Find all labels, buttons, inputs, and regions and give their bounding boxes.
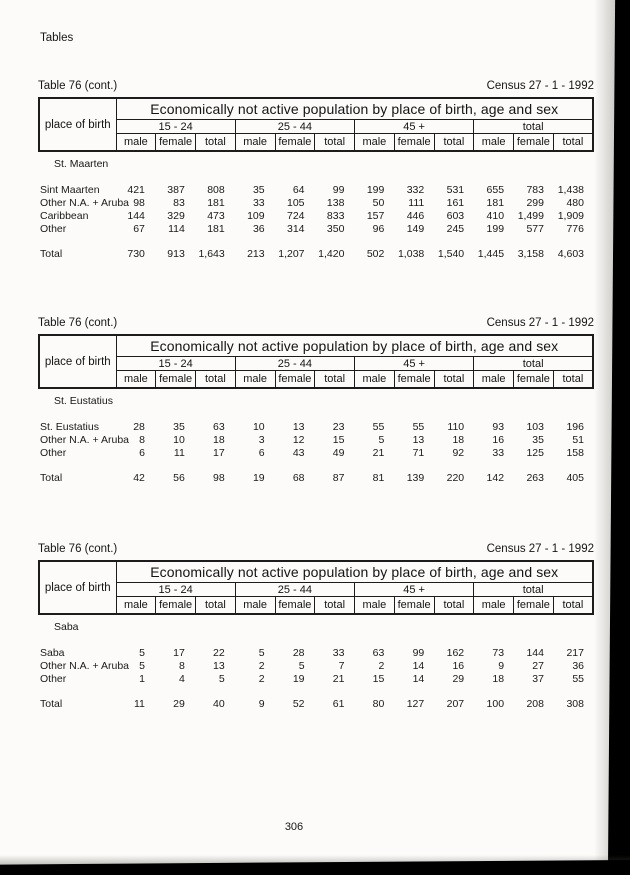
page-number: 306 — [284, 821, 304, 833]
sex-header: total — [196, 371, 236, 389]
value-cell: 4 — [178, 672, 185, 685]
value-cell: 127 — [406, 697, 425, 710]
sex-header: total — [196, 597, 236, 615]
census-date-label: Census 27 - 1 - 1992 — [486, 80, 594, 92]
value-cell: 139 — [406, 471, 425, 484]
value-cell: 52 — [292, 697, 305, 710]
value-cell: 15 — [372, 672, 385, 685]
sex-header: female — [275, 134, 315, 152]
value-cell: 16 — [452, 659, 465, 672]
value-cell: 19 — [252, 471, 265, 484]
group-label: St. Maarten — [54, 158, 109, 170]
value-cell: 28 — [133, 420, 145, 433]
value-cell: 181 — [207, 222, 225, 235]
title-row — [39, 98, 593, 120]
value-cell: 350 — [326, 222, 345, 235]
title-row — [39, 335, 593, 357]
table-row — [38, 183, 594, 196]
value-cell: 17 — [173, 646, 185, 659]
value-cell: 833 — [326, 209, 345, 222]
sex-header: total — [196, 134, 236, 152]
value-cell: 263 — [526, 471, 544, 484]
value-cell: 1,420 — [318, 247, 345, 260]
value-cell: 730 — [127, 247, 145, 260]
age-group-row — [39, 583, 593, 597]
spacer-cell — [38, 459, 594, 471]
value-cell: 13 — [213, 659, 225, 672]
value-cell: 67 — [133, 222, 145, 235]
value-cell: 11 — [134, 697, 145, 710]
sex-header: male — [235, 134, 275, 152]
table-header — [38, 560, 594, 615]
age-group-header: 45 + — [355, 357, 474, 371]
table-caption: Table 76 (cont.) — [38, 80, 118, 92]
value-cell: 33 — [492, 446, 505, 459]
value-cell: 299 — [526, 196, 544, 209]
table-title: Economically not active population by place of birth, age and sex — [116, 98, 593, 120]
table-title: Economically not active population by place of birth, age and sex — [116, 561, 593, 583]
value-cell: 49 — [332, 446, 345, 459]
value-cell: 33 — [252, 196, 265, 209]
value-cell: 110 — [447, 420, 465, 433]
value-cell: 332 — [406, 183, 425, 196]
value-cell: 100 — [486, 697, 505, 710]
value-cell: 11 — [173, 446, 185, 459]
age-group-header: 25 - 44 — [235, 120, 354, 134]
value-cell: 603 — [446, 209, 465, 222]
value-cell: 199 — [486, 222, 505, 235]
sex-header: female — [394, 597, 434, 615]
row-label: Caribbean — [40, 209, 89, 222]
sex-header: male — [116, 371, 156, 389]
value-cell: 99 — [332, 183, 345, 196]
value-cell: 18 — [452, 433, 465, 446]
value-cell: 73 — [492, 646, 505, 659]
row-label: Other — [40, 672, 67, 685]
value-cell: 473 — [207, 209, 225, 222]
value-cell: 7 — [338, 659, 345, 672]
value-cell: 1,499 — [517, 209, 544, 222]
value-cell: 29 — [452, 672, 465, 685]
table-caption: Table 76 (cont.) — [38, 543, 118, 555]
value-cell: 1,540 — [437, 247, 465, 260]
col-header-place-of-birth: place of birth — [39, 561, 116, 614]
value-cell: 109 — [247, 209, 265, 222]
row-label: Total — [40, 471, 63, 484]
value-cell: 207 — [446, 697, 465, 710]
table-data — [38, 646, 594, 710]
sex-header: total — [315, 371, 355, 389]
value-cell: 5 — [378, 433, 385, 446]
sex-header: total — [553, 597, 593, 615]
value-cell: 4,603 — [557, 247, 584, 260]
value-cell: 103 — [526, 420, 544, 433]
spacer-cell — [38, 685, 594, 697]
value-cell: 99 — [412, 646, 425, 659]
sex-header: total — [553, 134, 593, 152]
table-row — [38, 672, 594, 685]
table-caption: Table 76 (cont.) — [38, 317, 118, 329]
value-cell: 14 — [412, 672, 425, 685]
value-cell: 142 — [486, 471, 505, 484]
table-caption-row — [38, 317, 594, 329]
value-cell: 245 — [446, 222, 465, 235]
table-caption-row — [38, 80, 594, 92]
value-cell: 29 — [173, 697, 185, 710]
table-data — [38, 420, 594, 484]
value-cell: 114 — [168, 222, 185, 235]
sex-header: male — [116, 134, 156, 152]
age-group-header: 45 + — [355, 120, 474, 134]
value-cell: 144 — [127, 209, 145, 222]
value-cell: 13 — [292, 420, 305, 433]
value-cell: 35 — [532, 433, 544, 446]
value-cell: 181 — [486, 196, 505, 209]
value-cell: 308 — [566, 697, 584, 710]
sex-header: male — [116, 597, 156, 615]
value-cell: 9 — [258, 697, 265, 710]
spacer-row — [38, 685, 594, 697]
value-cell: 808 — [207, 183, 225, 196]
value-cell: 913 — [167, 247, 185, 260]
value-cell: 22 — [213, 646, 225, 659]
value-cell: 63 — [213, 420, 225, 433]
sex-header: female — [514, 134, 554, 152]
age-group-header: 25 - 44 — [235, 357, 354, 371]
sex-header: female — [156, 371, 196, 389]
sex-header: female — [275, 371, 315, 389]
value-cell: 68 — [292, 471, 305, 484]
sex-header: female — [394, 134, 434, 152]
value-cell: 181 — [207, 196, 225, 209]
sex-header: male — [355, 134, 395, 152]
value-cell: 3 — [258, 433, 265, 446]
value-cell: 2 — [378, 659, 385, 672]
sex-header: male — [474, 597, 514, 615]
value-cell: 3,158 — [517, 247, 544, 260]
value-cell: 33 — [332, 646, 345, 659]
value-cell: 199 — [366, 183, 385, 196]
sex-header: male — [474, 371, 514, 389]
value-cell: 35 — [252, 183, 265, 196]
sex-header-row — [39, 597, 593, 615]
table-header — [38, 334, 594, 389]
value-cell: 23 — [332, 420, 345, 433]
table-row — [38, 446, 594, 459]
sex-header: total — [553, 371, 593, 389]
value-cell: 783 — [526, 183, 544, 196]
value-cell: 105 — [287, 196, 305, 209]
value-cell: 6 — [139, 446, 145, 459]
value-cell: 56 — [173, 471, 185, 484]
value-cell: 6 — [258, 446, 265, 459]
value-cell: 220 — [446, 471, 465, 484]
table-row — [38, 209, 594, 222]
table-row — [38, 659, 594, 672]
running-header: Tables — [40, 32, 74, 44]
table-row — [38, 222, 594, 235]
group-label: St. Eustatius — [54, 395, 113, 407]
census-table-block-st-maarten — [38, 80, 594, 260]
row-label: Other N.A. + Aruba — [40, 196, 130, 209]
sex-header: male — [235, 371, 275, 389]
row-label: Saba — [40, 646, 65, 659]
row-label: Other — [40, 222, 67, 235]
sex-header: total — [434, 134, 474, 152]
value-cell: 10 — [173, 433, 185, 446]
value-cell: 5 — [218, 672, 225, 685]
value-cell: 36 — [572, 659, 584, 672]
value-cell: 42 — [133, 471, 145, 484]
value-cell: 655 — [486, 183, 505, 196]
value-cell: 27 — [532, 659, 544, 672]
sex-header: total — [434, 371, 474, 389]
value-cell: 138 — [326, 196, 345, 209]
sex-header: total — [315, 134, 355, 152]
row-label: Other — [40, 446, 67, 459]
value-cell: 5 — [298, 659, 305, 672]
value-cell: 410 — [486, 209, 505, 222]
spacer-row — [38, 459, 594, 471]
value-cell: 125 — [526, 446, 544, 459]
value-cell: 1,438 — [557, 183, 584, 196]
value-cell: 55 — [372, 420, 385, 433]
sex-header: female — [394, 371, 434, 389]
sex-header: total — [434, 597, 474, 615]
value-cell: 208 — [526, 697, 544, 710]
value-cell: 9 — [498, 659, 505, 672]
sex-header: male — [235, 597, 275, 615]
table-data — [38, 183, 594, 260]
value-cell: 577 — [526, 222, 544, 235]
table-caption-row — [38, 543, 594, 555]
value-cell: 196 — [566, 420, 584, 433]
value-cell: 98 — [133, 196, 145, 209]
age-group-header: 15 - 24 — [116, 357, 235, 371]
table-row — [38, 420, 594, 433]
value-cell: 18 — [213, 433, 225, 446]
value-cell: 19 — [292, 672, 305, 685]
value-cell: 51 — [572, 433, 584, 446]
sex-header: male — [355, 597, 395, 615]
table-row — [38, 646, 594, 659]
value-cell: 92 — [452, 446, 465, 459]
age-group-row — [39, 357, 593, 371]
sex-header: female — [156, 597, 196, 615]
value-cell: 87 — [332, 471, 345, 484]
value-cell: 43 — [292, 446, 305, 459]
value-cell: 387 — [167, 183, 185, 196]
age-group-header: total — [474, 357, 593, 371]
value-cell: 162 — [446, 646, 465, 659]
row-label: Other N.A. + Aruba — [40, 659, 130, 672]
value-cell: 111 — [408, 196, 425, 209]
value-cell: 329 — [167, 209, 185, 222]
census-table-block-st-eustatius — [38, 317, 594, 484]
value-cell: 55 — [412, 420, 425, 433]
sex-header: total — [315, 597, 355, 615]
value-cell: 21 — [372, 446, 385, 459]
value-cell: 2 — [258, 672, 265, 685]
total-row — [38, 697, 594, 710]
sex-header: male — [474, 134, 514, 152]
value-cell: 40 — [213, 697, 225, 710]
value-cell: 50 — [372, 196, 385, 209]
age-group-header: 15 - 24 — [116, 583, 235, 597]
age-group-header: 25 - 44 — [235, 583, 354, 597]
age-group-row — [39, 120, 593, 134]
value-cell: 149 — [406, 222, 425, 235]
value-cell: 81 — [372, 471, 385, 484]
age-group-header: 15 - 24 — [116, 120, 235, 134]
value-cell: 531 — [446, 183, 465, 196]
value-cell: 8 — [139, 433, 145, 446]
value-cell: 5 — [139, 646, 145, 659]
spacer-cell — [38, 235, 594, 247]
total-row — [38, 471, 594, 484]
col-header-place-of-birth: place of birth — [39, 335, 116, 388]
age-group-header: total — [474, 583, 593, 597]
value-cell: 1,207 — [278, 247, 305, 260]
value-cell: 1,445 — [477, 247, 505, 260]
value-cell: 2 — [258, 659, 265, 672]
value-cell: 5 — [258, 646, 265, 659]
sex-header: female — [514, 597, 554, 615]
value-cell: 80 — [372, 697, 385, 710]
value-cell: 17 — [213, 446, 225, 459]
census-table-block-saba — [38, 543, 594, 710]
value-cell: 1 — [139, 672, 145, 685]
value-cell: 12 — [292, 433, 305, 446]
census-date-label: Census 27 - 1 - 1992 — [486, 317, 594, 329]
value-cell: 61 — [332, 697, 345, 710]
census-date-label: Census 27 - 1 - 1992 — [486, 543, 594, 555]
age-group-header: total — [474, 120, 593, 134]
value-cell: 16 — [492, 433, 505, 446]
value-cell: 1,909 — [557, 209, 584, 222]
value-cell: 157 — [366, 209, 385, 222]
value-cell: 161 — [446, 196, 465, 209]
sex-header: female — [156, 134, 196, 152]
value-cell: 5 — [139, 659, 145, 672]
value-cell: 405 — [566, 471, 584, 484]
table-row — [38, 433, 594, 446]
spacer-row — [38, 235, 594, 247]
value-cell: 71 — [412, 446, 425, 459]
value-cell: 37 — [532, 672, 544, 685]
row-label: Sint Maarten — [40, 183, 100, 196]
table-title: Economically not active population by place of birth, age and sex — [116, 335, 593, 357]
total-row — [38, 247, 594, 260]
value-cell: 35 — [173, 420, 185, 433]
value-cell: 446 — [406, 209, 425, 222]
value-cell: 18 — [492, 672, 505, 685]
value-cell: 36 — [252, 222, 265, 235]
row-label: Total — [40, 697, 63, 710]
value-cell: 14 — [412, 659, 425, 672]
value-cell: 13 — [412, 433, 425, 446]
value-cell: 144 — [526, 646, 544, 659]
value-cell: 217 — [566, 646, 584, 659]
value-cell: 776 — [566, 222, 584, 235]
table-row — [38, 196, 594, 209]
value-cell: 93 — [492, 420, 505, 433]
row-label: St. Eustatius — [40, 420, 99, 433]
table-header — [38, 97, 594, 152]
col-header-place-of-birth: place of birth — [39, 98, 116, 151]
value-cell: 502 — [366, 247, 385, 260]
value-cell: 15 — [332, 433, 345, 446]
value-cell: 1,643 — [198, 247, 225, 260]
value-cell: 8 — [178, 659, 185, 672]
value-cell: 213 — [247, 247, 265, 260]
value-cell: 158 — [566, 446, 584, 459]
value-cell: 98 — [213, 471, 225, 484]
value-cell: 96 — [372, 222, 385, 235]
value-cell: 10 — [252, 420, 265, 433]
sex-header-row — [39, 371, 593, 389]
value-cell: 55 — [572, 672, 584, 685]
group-label: Saba — [54, 621, 79, 633]
value-cell: 421 — [127, 183, 145, 196]
value-cell: 314 — [287, 222, 305, 235]
sex-header: female — [514, 371, 554, 389]
row-label: Total — [40, 247, 63, 260]
sex-header-row — [39, 134, 593, 152]
value-cell: 724 — [287, 209, 305, 222]
age-group-header: 45 + — [355, 583, 474, 597]
row-label: Other N.A. + Aruba — [40, 433, 130, 446]
title-row — [39, 561, 593, 583]
value-cell: 1,038 — [397, 247, 425, 260]
value-cell: 21 — [332, 672, 345, 685]
value-cell: 28 — [292, 646, 305, 659]
value-cell: 63 — [372, 646, 385, 659]
value-cell: 83 — [173, 196, 185, 209]
value-cell: 64 — [292, 183, 305, 196]
value-cell: 480 — [566, 196, 584, 209]
sex-header: male — [355, 371, 395, 389]
sex-header: female — [275, 597, 315, 615]
